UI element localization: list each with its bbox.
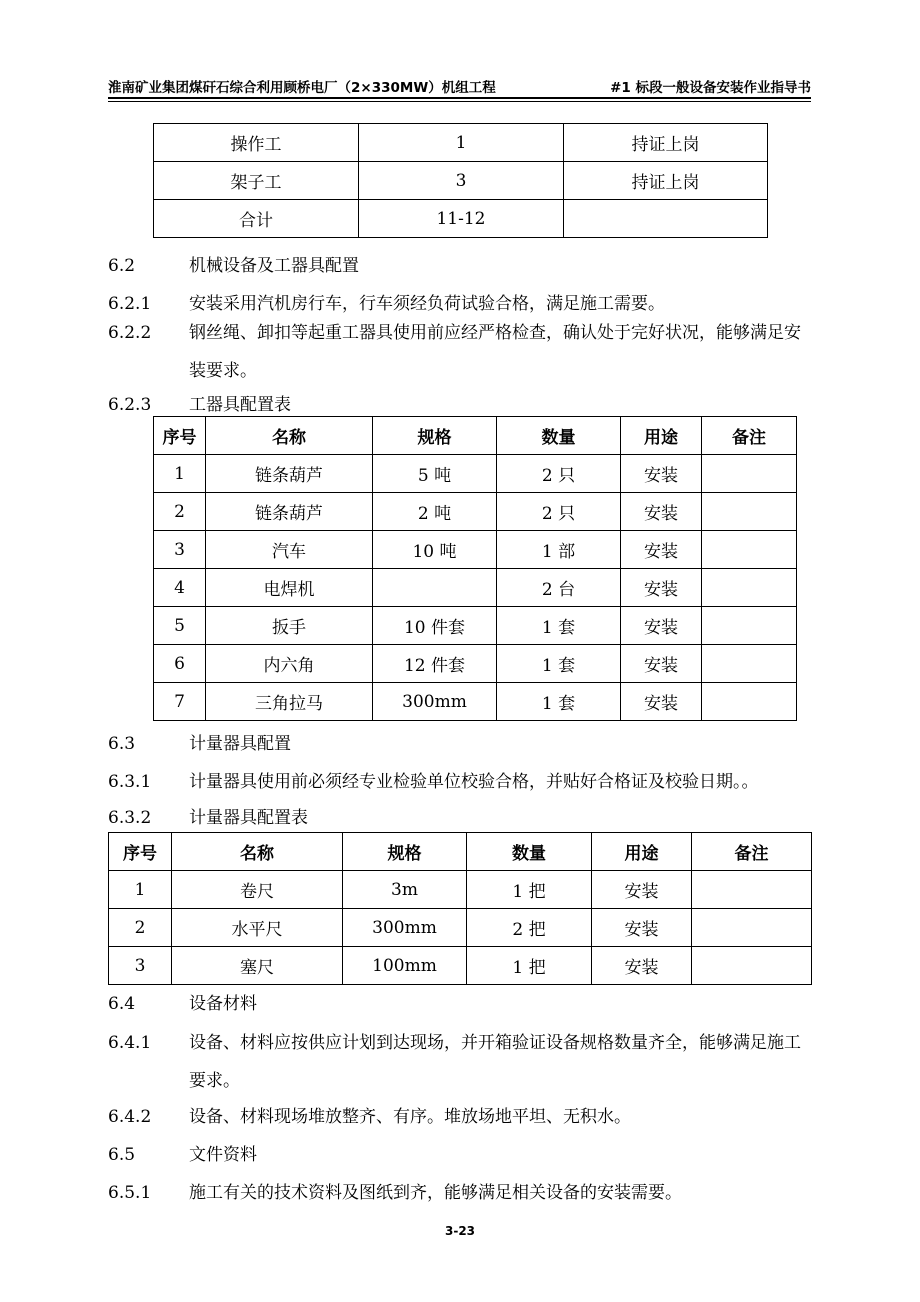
col-header: 名称 <box>206 417 373 455</box>
section-number: 6.2.2 <box>108 323 152 343</box>
cell-index: 7 <box>154 683 206 721</box>
cell-name: 卷尺 <box>172 871 343 909</box>
staff-count: 11-12 <box>359 200 564 238</box>
cell-use: 安装 <box>621 455 702 493</box>
cell-qty: 1 套 <box>497 683 621 721</box>
cell-name: 塞尺 <box>172 947 343 985</box>
page-number: 3-23 <box>444 1224 476 1238</box>
section-text: 钢丝绳、卸扣等起重工器具使用前应经严格检查，确认处于完好状况，能够满足安装要求。 <box>189 323 801 381</box>
cell-spec: 3m <box>343 871 467 909</box>
cell-use: 安装 <box>592 871 692 909</box>
staff-role: 操作工 <box>154 124 359 162</box>
cell-spec: 5 吨 <box>373 455 497 493</box>
staff-remark: 持证上岗 <box>564 124 768 162</box>
section-text: 机械设备及工器具配置 <box>189 256 359 276</box>
cell-qty: 2 把 <box>467 909 592 947</box>
cell-use: 安装 <box>621 569 702 607</box>
cell-qty: 2 台 <box>497 569 621 607</box>
cell-note <box>692 871 812 909</box>
header-rule <box>108 97 811 99</box>
cell-use: 安装 <box>592 909 692 947</box>
section-number: 6.2.3 <box>108 395 152 415</box>
table-row <box>154 124 768 162</box>
cell-use: 安装 <box>621 493 702 531</box>
table-row <box>154 493 797 531</box>
cell-index: 4 <box>154 569 206 607</box>
cell-spec: 12 件套 <box>373 645 497 683</box>
section-number: 6.3.2 <box>108 808 152 828</box>
cell-qty: 2 只 <box>497 493 621 531</box>
header-project-title: 淮南矿业集团煤矸石综合利用顾桥电厂（2×330MW）机组工程 <box>108 80 496 96</box>
staff-table <box>153 123 768 238</box>
staff-count: 3 <box>359 162 564 200</box>
section-text: 工器具配置表 <box>189 395 291 415</box>
col-header: 序号 <box>154 417 206 455</box>
section-number: 6.3.1 <box>108 772 152 792</box>
cell-qty: 1 套 <box>497 607 621 645</box>
cell-name: 内六角 <box>206 645 373 683</box>
table-row <box>154 683 797 721</box>
section-text: 计量器具配置 <box>189 734 291 754</box>
tools-table <box>153 416 797 721</box>
cell-use: 安装 <box>621 683 702 721</box>
section-text: 设备材料 <box>189 994 257 1014</box>
cell-note <box>702 531 797 569</box>
cell-qty: 1 套 <box>497 645 621 683</box>
cell-spec: 100mm <box>343 947 467 985</box>
cell-note <box>702 683 797 721</box>
table-row <box>154 607 797 645</box>
col-header: 数量 <box>467 833 592 871</box>
page-header <box>108 76 811 96</box>
staff-count: 1 <box>359 124 564 162</box>
section-number: 6.2 <box>108 256 136 276</box>
col-header: 规格 <box>343 833 467 871</box>
cell-use: 安装 <box>621 645 702 683</box>
cell-note <box>692 947 812 985</box>
cell-index: 1 <box>154 455 206 493</box>
cell-index: 2 <box>154 493 206 531</box>
cell-index: 3 <box>109 947 172 985</box>
section-text: 文件资料 <box>189 1145 257 1165</box>
cell-index: 5 <box>154 607 206 645</box>
cell-name: 链条葫芦 <box>206 455 373 493</box>
table-row <box>154 531 797 569</box>
table-row <box>109 909 812 947</box>
section-text: 计量器具使用前必须经专业检验单位校验合格，并贴好合格证及校验日期。。 <box>189 772 759 792</box>
section-number: 6.5 <box>108 1145 136 1165</box>
cell-qty: 1 部 <box>497 531 621 569</box>
staff-role: 合计 <box>154 200 359 238</box>
cell-qty: 1 把 <box>467 871 592 909</box>
table-row <box>154 455 797 493</box>
cell-use: 安装 <box>621 607 702 645</box>
col-header: 名称 <box>172 833 343 871</box>
header-rule <box>108 101 811 102</box>
cell-note <box>702 493 797 531</box>
table-header-row <box>109 833 812 871</box>
section-number: 6.3 <box>108 734 136 754</box>
cell-name: 三角拉马 <box>206 683 373 721</box>
header-document-title: #1 标段一般设备安装作业指导书 <box>610 80 811 96</box>
cell-spec: 10 件套 <box>373 607 497 645</box>
cell-spec: 10 吨 <box>373 531 497 569</box>
cell-note <box>702 607 797 645</box>
table-row <box>109 947 812 985</box>
cell-spec: 300mm <box>343 909 467 947</box>
table-row <box>154 162 768 200</box>
cell-index: 2 <box>109 909 172 947</box>
cell-qty: 2 只 <box>497 455 621 493</box>
cell-spec <box>373 569 497 607</box>
col-header: 序号 <box>109 833 172 871</box>
section-text: 计量器具配置表 <box>189 808 308 828</box>
col-header: 数量 <box>497 417 621 455</box>
cell-note <box>702 645 797 683</box>
cell-index: 6 <box>154 645 206 683</box>
col-header: 用途 <box>621 417 702 455</box>
cell-index: 3 <box>154 531 206 569</box>
col-header: 规格 <box>373 417 497 455</box>
cell-note <box>702 569 797 607</box>
cell-name: 水平尺 <box>172 909 343 947</box>
cell-spec: 300mm <box>373 683 497 721</box>
table-header-row <box>154 417 797 455</box>
cell-name: 汽车 <box>206 531 373 569</box>
section-text: 设备、材料应按供应计划到达现场，并开箱验证设备规格数量齐全，能够满足施工要求。 <box>189 1033 801 1091</box>
staff-remark <box>564 200 768 238</box>
col-header: 备注 <box>692 833 812 871</box>
cell-index: 1 <box>109 871 172 909</box>
cell-use: 安装 <box>592 947 692 985</box>
section-number: 6.2.1 <box>108 294 152 314</box>
col-header: 备注 <box>702 417 797 455</box>
col-header: 用途 <box>592 833 692 871</box>
cell-name: 扳手 <box>206 607 373 645</box>
cell-note <box>702 455 797 493</box>
cell-name: 链条葫芦 <box>206 493 373 531</box>
cell-spec: 2 吨 <box>373 493 497 531</box>
cell-note <box>692 909 812 947</box>
section-text: 施工有关的技术资料及图纸到齐，能够满足相关设备的安装需要。 <box>189 1183 682 1203</box>
cell-use: 安装 <box>621 531 702 569</box>
table-row <box>109 871 812 909</box>
table-row <box>154 645 797 683</box>
section-number: 6.4.1 <box>108 1033 152 1053</box>
staff-remark: 持证上岗 <box>564 162 768 200</box>
section-number: 6.5.1 <box>108 1183 152 1203</box>
section-number: 6.4.2 <box>108 1107 152 1127</box>
cell-name: 电焊机 <box>206 569 373 607</box>
cell-qty: 1 把 <box>467 947 592 985</box>
section-text: 安装采用汽机房行车，行车须经负荷试验合格，满足施工需要。 <box>189 294 665 314</box>
section-number: 6.4 <box>108 994 136 1014</box>
table-row <box>154 569 797 607</box>
metering-table <box>108 832 812 985</box>
staff-role: 架子工 <box>154 162 359 200</box>
table-row <box>154 200 768 238</box>
section-text: 设备、材料现场堆放整齐、有序。堆放场地平坦、无积水。 <box>189 1107 631 1127</box>
